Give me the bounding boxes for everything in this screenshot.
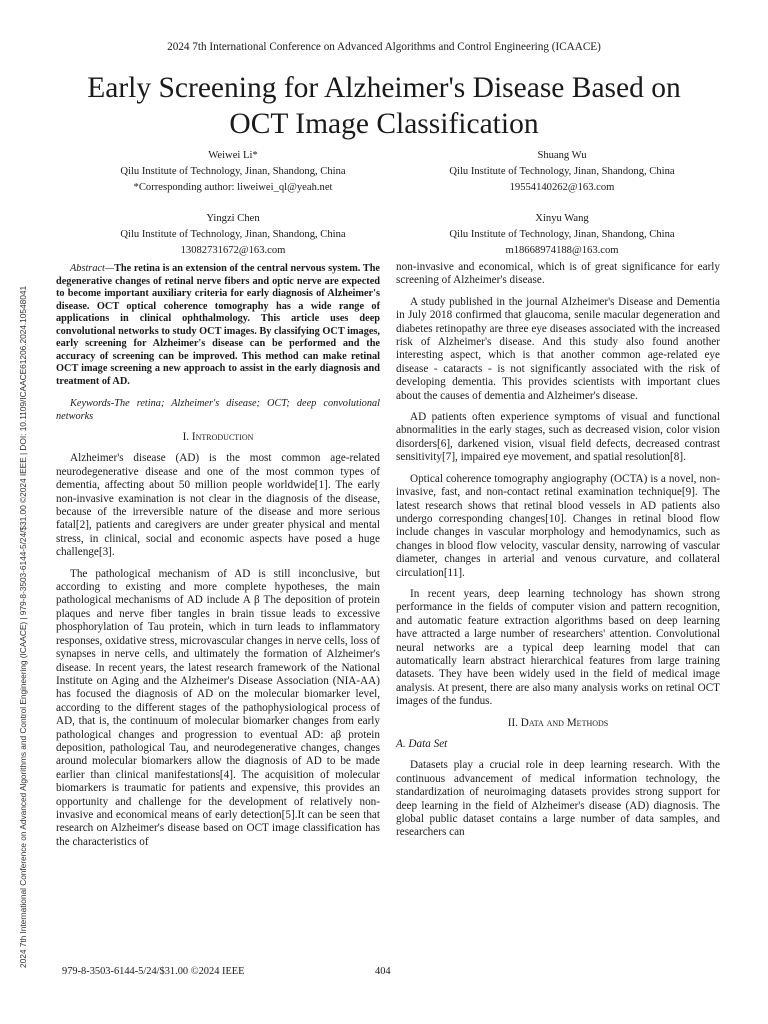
section-heading-introduction: I. Introduction	[182, 431, 254, 443]
paragraph: Datasets play a crucial role in deep learning research. With the continuous advancement of medical information technology, the standardization of neuroimaging datasets provides strong support for deep learning in the field of Alzheimer's disease (AD) diagnosis. The global public dataset contains a large number of data samples, and researchers can	[396, 759, 720, 839]
author-name: Shuang Wu	[537, 150, 587, 161]
keywords-text: The retina; Alzheimer's disease; OCT; deep convolutional networks	[56, 398, 380, 422]
author-name: Weiwei Li*	[208, 150, 258, 161]
author-affiliation: Qilu Institute of Technology, Jinan, Shandong, China	[449, 166, 675, 177]
author-block-4	[412, 211, 712, 259]
author-contact[interactable]: m18668974188@163.com	[505, 245, 619, 256]
right-column	[396, 261, 720, 840]
paragraph: Optical coherence tomography angiography (OCTA) is a novel, non-invasive, fast, and non-contact retinal examination technique[9]. The latest research shows that retinal blood vessels in AD patients also undergo corresponding changes[10]. Changes in retinal blood flow include changes in vascular morphology and hemodynamics, such as changes in blood flow velocity, vascular density, narrowing of vascular diameter, changes in arterial and venous curvature, and collateral circulation[11].	[396, 472, 720, 579]
title-line-2: OCT Image Classification	[229, 108, 539, 140]
abstract-label: Abstract—	[70, 263, 115, 274]
paragraph: The pathological mechanism of AD is still inconclusive, but according to existing and more complete hypotheses, the main pathological mechanisms of AD include A β The deposition of protein plaques and nerve fiber tangles in brain tissue leads to excessive phosphorylation of Tau protein, which in turn leads to inflammatory responses, oxidative stress, microvascular changes in nerve cells, loss of synapses in nerve cells, and ultimately the formation of Alzheimer's disease. In recent years, the latest research framework of the National Institute on Aging and the Alzheimer's Disease Association (NIA-AA) has focused the diagnosis of AD on the molecular biomarker level, according to the different stages of the pathophysiological process of AD, that is, the continuum of molecular biomarker changes from early pathological changes and progression to eventual AD: aβ protein deposition, pathological Tau, and neurodegenerative changes, changes around molecular biomarkers allow the diagnosis of AD to be made earlier than clinical manifestations[4]. The acquisition of molecular biomarkers is traumatic for patients and expensive, this provides an opportunity and challenge for the development of relatively non-invasive and economical means of early detection[5].It can be seen that research on Alzheimer's disease based on OCT image classification has the characteristics of	[56, 567, 380, 848]
author-block-3	[83, 211, 383, 259]
author-block-2	[412, 148, 712, 196]
page-number: 404	[375, 966, 391, 977]
conference-header: 2024 7th International Conference on Advanced Algorithms and Control Engineering (ICAACE)	[167, 41, 601, 53]
paragraph: In recent years, deep learning technology has shown strong performance in the fields of computer vision and pattern recognition, and automatic feature extraction algorithms based on deep learning have attracted a large number of researchers' attention. Convolutional neural networks are a typical deep learning model that can automatically learn abstract hierarchical features from large training datasets. They have been widely used in the field of medical image analysis. At present, there are also many analysis works on retinal OCT images of the fundus.	[396, 587, 720, 708]
author-block-1	[83, 148, 383, 196]
abstract-text: The retina is an extension of the central nervous system. The degenerative changes of retinal nerve fibers and optic nerve are expected to become important auxiliary criteria for early diagnosis of Alzheimer's disease. OCT optical coherence tomography has a wide range of applications in clinical ophthalmology. This article uses deep convolutional networks to study OCT images. By classifying OCT images, early screening for Alzheimer's disease can be performed and the accuracy of screening can be improved. This method can make retinal OCT image screening a new approach to assist in the early diagnosis and treatment of AD.	[56, 263, 380, 387]
subsection-heading-data-set: A. Data Set	[396, 738, 448, 750]
author-name: Xinyu Wang	[535, 213, 589, 224]
author-affiliation: Qilu Institute of Technology, Jinan, Shandong, China	[120, 166, 346, 177]
keywords	[56, 398, 380, 423]
paragraph: AD patients often experience symptoms of visual and functional abnormalities in the early stages, such as decreased vision, color vision disorders[6], darkened vision, visual field defects, decreased contrast sensitivity[7], impaired eye movement, and spatial resolution[8].	[396, 411, 720, 464]
section-heading-data-methods: II. Data and Methods	[507, 716, 609, 729]
title-line-1: Early Screening for Alzheimer's Disease Based on	[87, 72, 681, 104]
footer-copyright: 979-8-3503-6144-5/24/$31.00 ©2024 IEEE	[62, 966, 245, 977]
author-name: Yingzi Chen	[206, 213, 260, 224]
paragraph: non-invasive and economical, which is of great significance for early screening of Alzheimer's disease.	[396, 261, 720, 287]
side-doi-text: 2024 7th International Conference on Advanced Algorithms and Control Engineering (ICAACE) | 979-8-3503-6144-5/24/$31.00 ©2024 IEEE | DOI: 10.1109/ICAACE61206.2024.10548041	[18, 285, 28, 968]
keywords-label: Keywords-	[70, 398, 115, 409]
paper-title	[40, 70, 728, 142]
author-contact[interactable]: 19554140262@163.com	[509, 182, 615, 193]
author-affiliation: Qilu Institute of Technology, Jinan, Shandong, China	[120, 229, 346, 240]
left-column	[56, 263, 380, 849]
abstract	[56, 263, 380, 388]
author-contact[interactable]: *Corresponding author: liweiwei_ql@yeah.net	[133, 182, 333, 193]
author-contact[interactable]: 13082731672@163.com	[180, 245, 286, 256]
author-affiliation: Qilu Institute of Technology, Jinan, Shandong, China	[449, 229, 675, 240]
paragraph: Alzheimer's disease (AD) is the most common age-related neurodegenerative disease and one of the most common types of dementia, affecting about 50 million people worldwide[1]. The early non-invasive examination is not clear in the diagnosis of the disease, because of the irreversible nature of the disease and more serious fatal[2], patients and caregivers are under greater physical and mental stress, in clinical, social and economic aspects have posed a huge challenge[3].	[56, 452, 380, 559]
paragraph: A study published in the journal Alzheimer's Disease and Dementia in July 2018 confirmed that glaucoma, senile macular degeneration and diabetes retinopathy are three eye diseases associated with the increased risk of Alzheimer's disease. And this study also found another interesting aspect, which is that another common age-related eye disease - cataracts - is not significantly associated with the risk of developing dementia. This provides scientists with important clues about the causes of dementia and Alzheimer's disease.	[396, 295, 720, 402]
